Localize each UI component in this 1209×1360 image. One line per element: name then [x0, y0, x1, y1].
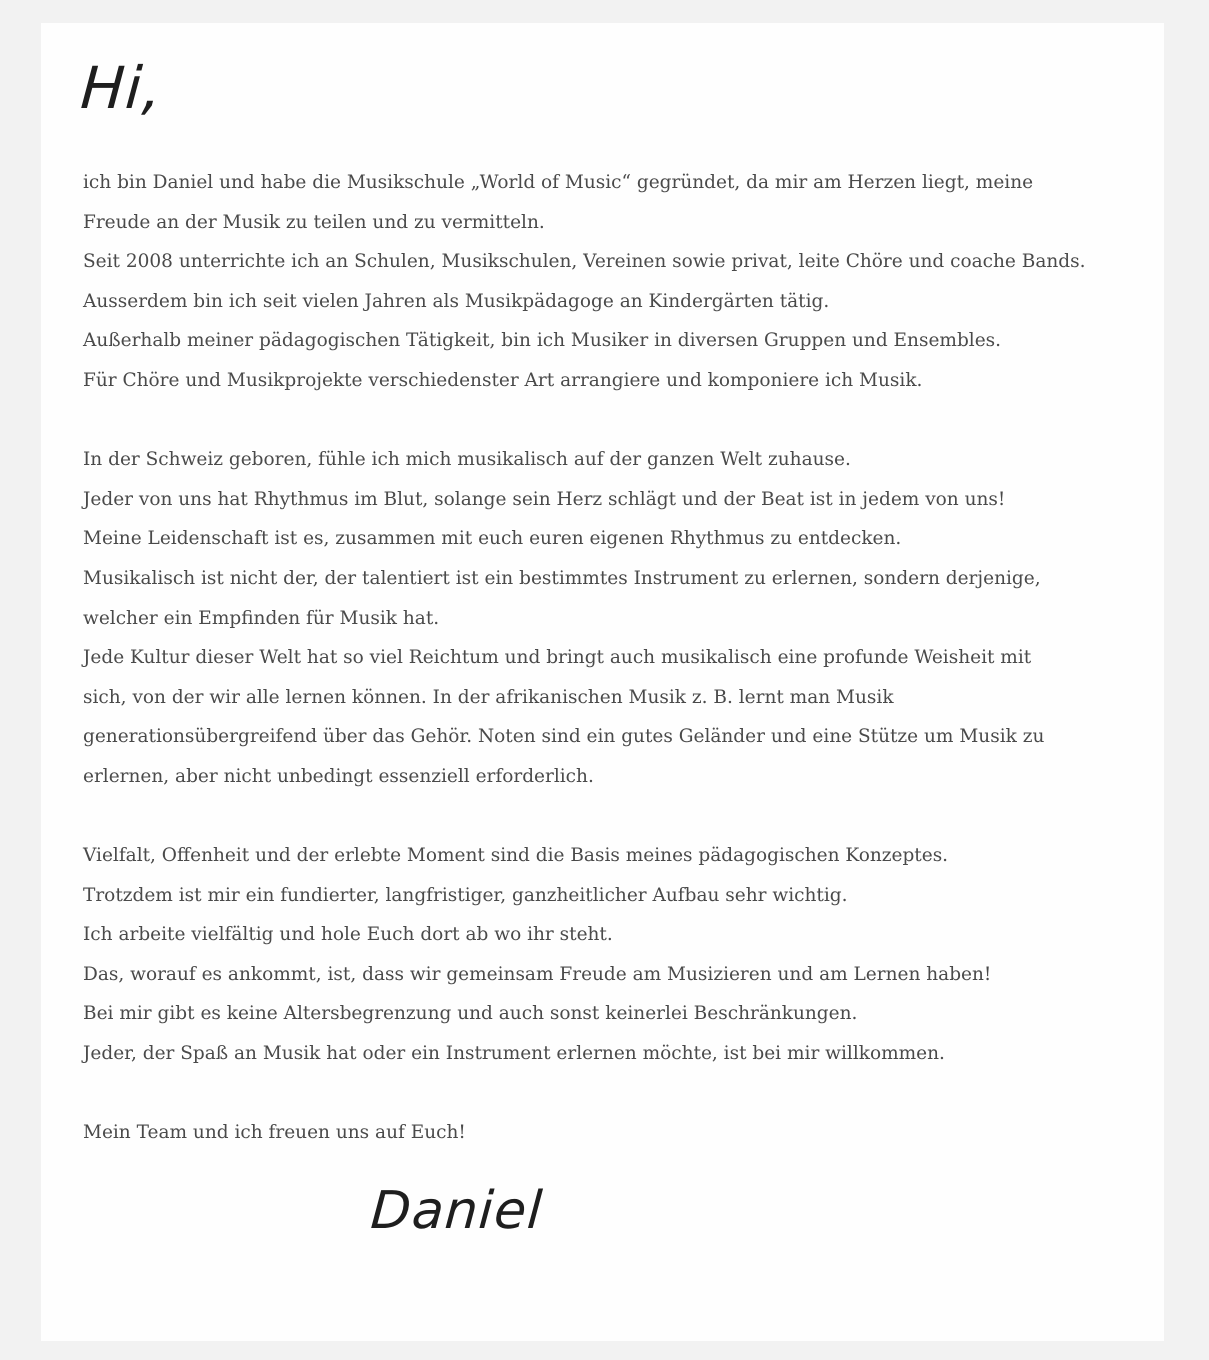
paragraph-gap	[83, 1074, 1148, 1114]
letter-line: Vielfalt, Offenheit und der erlebte Moment sind die Basis meines pädagogischen Konzeptes.	[83, 845, 949, 867]
letter-line: In der Schweiz geboren, fühle ich mich musikalisch auf der ganzen Welt zuhause.	[83, 449, 851, 471]
letter-line: Jeder, der Spaß an Musik hat oder ein Instrument erlernen möchte, ist bei mir willkommen.	[83, 1043, 945, 1065]
letter-line: generationsübergreifend über das Gehör. Noten sind ein gutes Geländer und eine Stütze um Musik zu	[83, 726, 1045, 748]
letter-line: welcher ein Empfinden für Musik hat.	[83, 607, 440, 629]
letter-line: Für Chöre und Musikprojekte verschiedenster Art arrangiere und komponiere ich Musik.	[83, 369, 923, 391]
letter-line: erlernen, aber nicht unbedingt essenziell erforderlich.	[83, 765, 594, 787]
signature: Daniel	[368, 1181, 545, 1241]
letter-card	[41, 23, 1164, 1341]
letter-line: Ich arbeite vielfältig und hole Euch dort ab wo ihr steht.	[83, 924, 613, 946]
letter-line: Jede Kultur dieser Welt hat so viel Reichtum und bringt auch musikalisch eine profunde Weisheit mit	[83, 647, 1032, 669]
letter-line: Trotzdem ist mir ein fundierter, langfristiger, ganzheitlicher Aufbau sehr wichtig.	[83, 884, 848, 906]
letter-body	[83, 163, 1148, 1153]
letter-line: Das, worauf es ankommt, ist, dass wir gemeinsam Freude am Musizieren und am Lernen haben!	[83, 963, 992, 985]
greeting-heading: Hi,	[78, 54, 165, 122]
letter-line: sich, von der wir alle lernen können. In der afrikanischen Musik z. B. lernt man Musik	[83, 686, 894, 708]
letter-line: Seit 2008 unterrichte ich an Schulen, Musikschulen, Vereinen sowie privat, leite Chöre und coache Bands.	[83, 251, 1086, 273]
letter-line: Meine Leidenschaft ist es, zusammen mit euch euren eigenen Rhythmus zu entdecken.	[83, 528, 902, 550]
letter-closing: Mein Team und ich freuen uns auf Euch!	[83, 1122, 466, 1144]
paragraph-gap	[83, 401, 1148, 441]
paragraph-gap	[83, 797, 1148, 837]
letter-line: Außerhalb meiner pädagogischen Tätigkeit, bin ich Musiker in diversen Gruppen und Ensembles.	[83, 330, 1002, 352]
letter-line: Freude an der Musik zu teilen und zu vermitteln.	[83, 211, 545, 233]
letter-line: Ausserdem bin ich seit vielen Jahren als Musikpädagoge an Kindergärten tätig.	[83, 290, 830, 312]
letter-line: Bei mir gibt es keine Altersbegrenzung und auch sonst keinerlei Beschränkungen.	[83, 1003, 858, 1025]
letter-line: ich bin Daniel und habe die Musikschule „World of Music“ gegründet, da mir am Herzen liegt, meine	[83, 172, 1034, 193]
letter-line: Jeder von uns hat Rhythmus im Blut, solange sein Herz schlägt und der Beat ist in jedem von uns!	[83, 488, 1006, 510]
letter-line: Musikalisch ist nicht der, der talentiert ist ein bestimmtes Instrument zu erlernen, sondern derjenige,	[83, 567, 1041, 589]
